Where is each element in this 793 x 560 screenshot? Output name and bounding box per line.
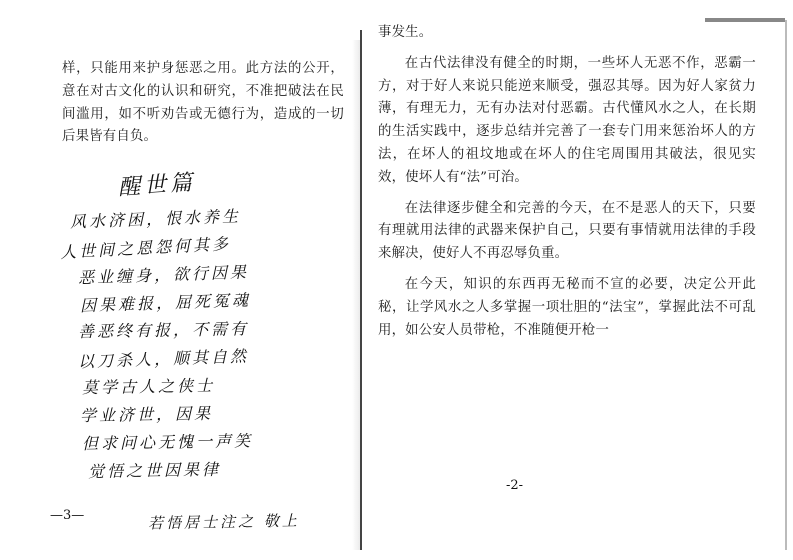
handwritten-line: 但求问心无愧一声笑 — [81, 431, 254, 454]
handwritten-signature: 若悟居士注之 敬上 — [147, 511, 300, 533]
handwritten-line: 恶业缠身，欲行因果 — [77, 262, 250, 288]
left-paragraph: 样，只能用来护身惩恶之用。此方法的公开，意在对古文化的认识和研究，不准把破法在民间滥用，如不听劝告或无德行为，造成的一切后果皆有自负。 — [62, 61, 344, 145]
page-number: -2- — [506, 478, 524, 493]
right-page — [362, 0, 793, 560]
handwritten-title: 醒世篇 — [117, 170, 197, 201]
left-page — [0, 0, 362, 560]
right-paragraph: 在法律逐步健全和完善的今天，在不是恶人的天下，只要有理就用法律的武器来保护自己，只要有事情就用法律的手段来解决，使好人不再忍辱负重。 — [378, 200, 756, 262]
handwritten-line: 善恶终有报，不需有 — [77, 319, 250, 342]
handwritten-line: 因果难报，屈死冤魂 — [79, 290, 252, 316]
right-paragraph: 在今天，知识的东西再无秘而不宣的必要，决定公开此秘，让学风水之人多掌握一项壮胆的“法宝”，掌握此法不可乱用，如公安人员带枪，不准随便开枪一 — [378, 276, 756, 338]
handwritten-line: 觉悟之世因果律 — [87, 459, 222, 482]
right-text-block — [378, 22, 756, 350]
handwritten-line: 以刀杀人，顺其自然 — [77, 346, 250, 372]
right-paragraph: 事发生。 — [378, 25, 433, 40]
handwritten-line: 莫学古人之侠士 — [81, 375, 216, 398]
handwritten-line: 风水济困，恨水养生 — [69, 206, 242, 232]
right-paragraph: 在古代法律没有健全的时期，一些坏人无恶不作，恶霸一方，对于好人来说只能逆来顺受，强忍其辱。因为好人家贫力薄，有理无力，无有办法对付恶霸。古代懂风水之人，在长期的生活实践中，逐步总结并完善了一套专门用来惩治坏人的方法，在坏人的祖坟地或在坏人的住宅周围用其破法，很见实效，使坏人有“法”可治。 — [378, 55, 756, 185]
handwritten-poem — [58, 204, 328, 512]
handwritten-line: 人世间之恩怨何其多 — [59, 234, 232, 263]
page-number: —3— — [50, 508, 85, 523]
handwritten-line: 学业济世，因果 — [79, 403, 214, 426]
